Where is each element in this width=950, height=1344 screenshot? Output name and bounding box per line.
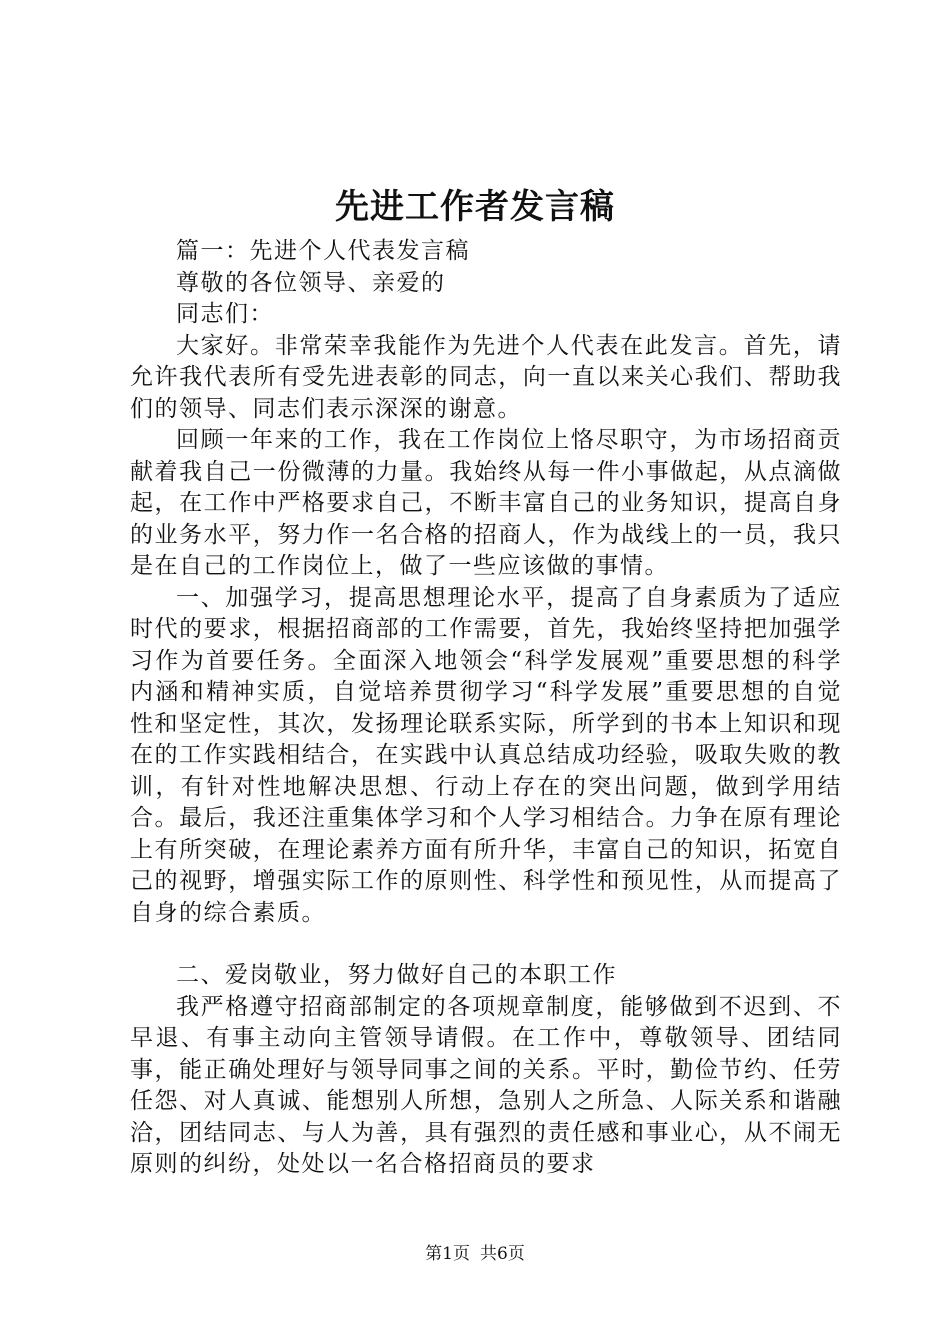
page-footer [0,1242,950,1266]
salutation-line: 同志们： [176,301,274,327]
subsection-heading: 二、爱岗敬业，努力做好自己的本职工作 [176,962,617,988]
page-total: 共6页 [480,1244,525,1264]
document-title: 先进工作者发言稿 [335,187,615,227]
paragraph: 回顾一年来的工作，我在工作岗位上恪尽职守，为市场招商贡献着我自己一份微薄的力量。我始终从每一件小事做起，从点滴做起，在工作中严格要求自己，不断丰富自己的业务知识，提高自身的业务水平，努力作一名合格的招商人，作为战线上的一员，我只是在自己的工作岗位上，做了一些应该做的事情。 [130,427,842,579]
paragraph: 我严格遵守招商部制定的各项规章制度，能够做到不迟到、不早退、有事主动向主管领导请假。在工作中，尊敬领导、团结同事，能正确处理好与领导同事之间的关系。平时，勤俭节约、任劳任怨、对人真诚、能想别人所想，急别人之所急、人际关系和谐融洽，团结同志、与人为善，具有强烈的责任感和事业心，从不闹无原则的纠纷，处处以一名合格招商员的要求 [130,993,842,1177]
document-body [130,236,842,1181]
page-number: 第1页 [425,1244,470,1264]
paragraph: 一、加强学习，提高思想理论水平，提高了自身素质为了适应时代的要求，根据招商部的工作需要，首先，我始终坚持把加强学习作为首要任务。全面深入地领会“科学发展观”重要思想的科学内涵和精神实质，自觉培养贯彻学习“科学发展”重要思想的自觉性和坚定性，其次，发扬理论联系实际，所学到的书本上知识和现在的工作实践相结合，在实践中认真总结成功经验，吸取失败的教训，有针对性地解决思想、行动上存在的突出问题，做到学用结合。最后，我还注重集体学习和个人学习相结合。力争在原有理论上有所突破，在理论素养方面有所升华，丰富自己的知识，拓宽自己的视野，增强实际工作的原则性、科学性和预见性，从而提高了自身的综合素质。 [130,584,842,926]
section-heading: 篇一：先进个人代表发言稿 [176,238,470,264]
salutation-line: 尊敬的各位领导、亲爱的 [176,269,446,296]
paragraph: 大家好。非常荣幸我能作为先进个人代表在此发言。首先，请允许我代表所有受先进表彰的同志，向一直以来关心我们、帮助我们的领导、同志们表示深深的谢意。 [130,332,842,422]
